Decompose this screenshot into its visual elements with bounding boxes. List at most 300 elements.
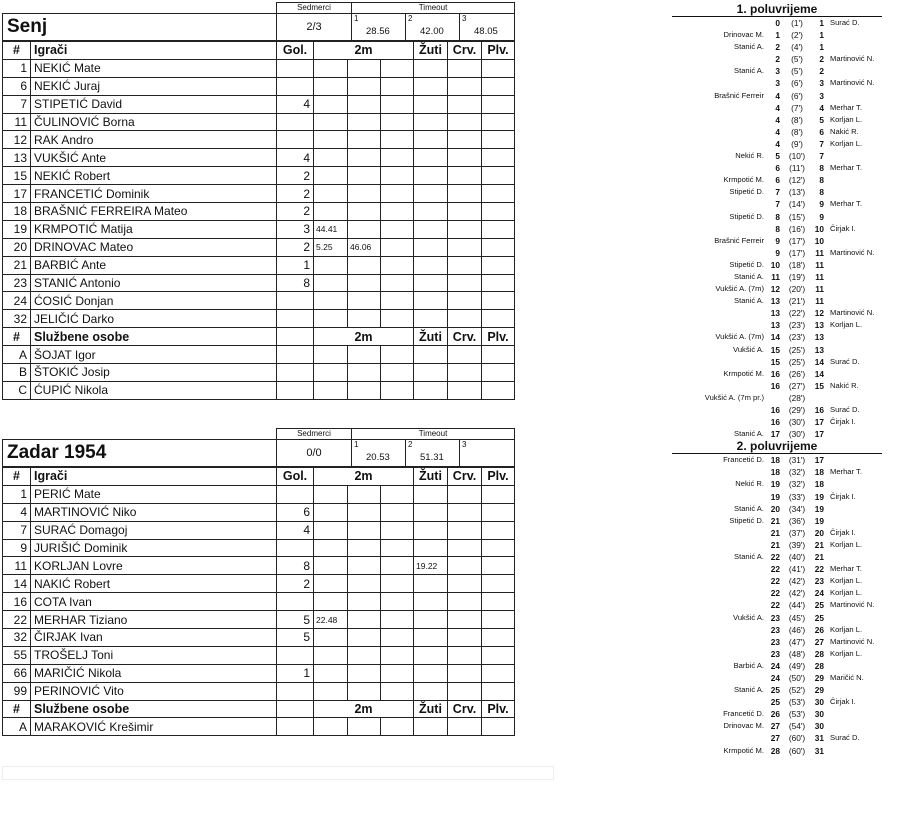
player-yellow [414, 664, 448, 682]
event-row [672, 708, 882, 720]
away-score: 19 [814, 491, 824, 502]
home-scorer: Stipetić D. [729, 211, 764, 221]
away-scorer: Martinović N. [830, 54, 875, 64]
player-red [448, 77, 482, 95]
event-row [672, 648, 882, 660]
timeout-label: Timeout [352, 3, 515, 14]
home-score: 11 [771, 271, 780, 282]
officials-header-row: # Službene osobe 2m Žuti Crv. Plv. [3, 328, 515, 346]
official-cell [277, 364, 314, 382]
home-scorer: Barbić A. [733, 660, 764, 670]
home-scorer: Francetić D. [723, 709, 764, 719]
away-scorer: Čirjak I. [830, 697, 856, 707]
player-2m-1 [314, 629, 348, 647]
timeout-2: 2 51.31 [406, 440, 460, 467]
event-row [672, 416, 882, 428]
player-goals: 1 [277, 256, 314, 274]
player-2m-1 [314, 485, 348, 503]
player-yellow [414, 292, 448, 310]
event-minute: (41') [788, 564, 806, 575]
player-blue [482, 95, 515, 113]
official-letter: A [3, 346, 31, 364]
team-name: Senj [3, 14, 277, 41]
home-scorer: Drinovac M. [723, 30, 764, 40]
player-2m-1 [314, 593, 348, 611]
player-name: NEKIĆ Juraj [31, 77, 277, 95]
away-score: 19 [814, 503, 824, 514]
event-minute: (31') [788, 455, 806, 466]
home-score: 5 [775, 151, 780, 162]
event-row [672, 503, 882, 515]
event-minute: (30') [788, 417, 806, 428]
home-score: 10 [770, 259, 780, 270]
event-minute: (5') [791, 54, 803, 65]
event-row [672, 41, 882, 53]
player-2m-1 [314, 539, 348, 557]
home-score: 19 [770, 479, 780, 490]
player-name: BRAŠNIĆ FERREIRA Mateo [31, 203, 277, 221]
player-row [3, 503, 515, 521]
player-2m-2 [348, 220, 381, 238]
away-score: 11 [815, 284, 824, 295]
home-score: 25 [770, 697, 780, 708]
home-scorer: Drinovac M. [723, 721, 764, 731]
player-blue [482, 149, 515, 167]
player-2m-2 [348, 611, 381, 629]
player-name: VUKŠIĆ Ante [31, 149, 277, 167]
player-yellow [414, 611, 448, 629]
player-number: 16 [3, 593, 31, 611]
player-2m-2 [348, 521, 381, 539]
player-row [3, 167, 515, 185]
home-score: 23 [770, 648, 780, 659]
player-2m-3 [381, 95, 414, 113]
player-blue [482, 485, 515, 503]
away-score: 11 [815, 259, 824, 270]
away-score: 18 [814, 479, 824, 490]
player-number: 55 [3, 646, 31, 664]
player-2m-3 [381, 611, 414, 629]
player-blue [482, 274, 515, 292]
event-row [672, 198, 882, 210]
home-scorer: Stanić A. [734, 271, 764, 281]
roster-header-row: # Igrači Gol. 2m Žuti Crv. Plv. [3, 42, 515, 60]
player-2m-1 [314, 503, 348, 521]
official-cell [348, 346, 381, 364]
official-cell [482, 346, 515, 364]
player-goals: 4 [277, 521, 314, 539]
player-blue [482, 167, 515, 185]
event-row [672, 211, 882, 223]
official-cell [381, 718, 414, 736]
player-2m-3 [381, 203, 414, 221]
away-score: 30 [814, 721, 824, 732]
event-minute: (25') [788, 344, 806, 355]
player-number: 12 [3, 131, 31, 149]
player-yellow [414, 149, 448, 167]
player-red [448, 220, 482, 238]
player-goals [277, 682, 314, 700]
home-score: 7 [775, 187, 780, 198]
player-2m-2: 46.06 [348, 238, 381, 256]
player-row [3, 149, 515, 167]
player-goals: 5 [277, 611, 314, 629]
timeout-2: 2 42.00 [406, 14, 460, 41]
away-score: 27 [814, 636, 824, 647]
official-cell [414, 718, 448, 736]
player-2m-1 [314, 149, 348, 167]
player-blue [482, 521, 515, 539]
team-zadar [2, 428, 514, 736]
player-blue [482, 113, 515, 131]
home-scorer: Stanić A. [734, 552, 764, 562]
player-2m-2 [348, 310, 381, 328]
player-2m-1 [314, 521, 348, 539]
event-minute: (28') [788, 392, 806, 403]
player-blue [482, 256, 515, 274]
player-goals [277, 59, 314, 77]
away-score: 7 [819, 138, 824, 149]
away-score: 1 [819, 30, 824, 41]
event-minute: (34') [788, 503, 806, 514]
player-number: 14 [3, 575, 31, 593]
player-number: 11 [3, 113, 31, 131]
player-yellow [414, 274, 448, 292]
player-row [3, 664, 515, 682]
event-row [672, 527, 882, 539]
player-red [448, 503, 482, 521]
player-yellow [414, 131, 448, 149]
timeout-3: 3 [460, 440, 515, 467]
away-scorer: Korljan L. [830, 320, 863, 330]
away-score: 7 [819, 151, 824, 162]
official-cell [314, 346, 348, 364]
away-score: 18 [814, 467, 824, 478]
event-minute: (54') [788, 721, 806, 732]
player-row [3, 256, 515, 274]
event-minute: (17') [788, 235, 806, 246]
event-minute: (10') [788, 151, 806, 162]
event-minute: (7') [791, 102, 803, 113]
team-name: Zadar 1954 [3, 440, 277, 467]
player-2m-3 [381, 149, 414, 167]
player-red [448, 113, 482, 131]
player-red [448, 682, 482, 700]
home-score: 25 [770, 685, 780, 696]
home-score: 28 [770, 745, 780, 756]
event-row [672, 319, 882, 331]
footer-strip [2, 766, 554, 780]
away-scorer: Surać D. [830, 356, 860, 366]
player-2m-3 [381, 220, 414, 238]
player-row [3, 557, 515, 575]
player-red [448, 593, 482, 611]
player-goals: 2 [277, 203, 314, 221]
event-row [672, 720, 882, 732]
player-2m-1 [314, 77, 348, 95]
away-score: 8 [819, 163, 824, 174]
player-yellow [414, 521, 448, 539]
player-2m-2 [348, 593, 381, 611]
official-name: MARAKOVIĆ Krešimir [31, 718, 277, 736]
official-letter: C [3, 381, 31, 399]
away-score: 24 [814, 588, 824, 599]
away-scorer: Maričić N. [830, 672, 864, 682]
home-score: 22 [770, 576, 780, 587]
player-red [448, 646, 482, 664]
event-minute: (32') [788, 479, 806, 490]
player-blue [482, 310, 515, 328]
player-blue [482, 220, 515, 238]
event-minute: (8') [791, 114, 803, 125]
timeout-3: 3 48.05 [460, 14, 515, 41]
away-scorer: Korljan L. [830, 576, 863, 586]
official-cell [314, 381, 348, 399]
player-red [448, 611, 482, 629]
player-2m-1 [314, 59, 348, 77]
player-name: ĆOSIĆ Donjan [31, 292, 277, 310]
home-score: 21 [770, 515, 780, 526]
event-minute: (53') [788, 709, 806, 720]
player-name: MARTINOVIĆ Niko [31, 503, 277, 521]
event-minute: (5') [791, 66, 803, 77]
event-row [672, 53, 882, 65]
player-name: NEKIĆ Mate [31, 59, 277, 77]
home-scorer: Stanić A. [734, 429, 764, 439]
event-row [672, 587, 882, 599]
player-name: SURAĆ Domagoj [31, 521, 277, 539]
away-scorer: Čirjak I. [830, 417, 856, 427]
player-goals: 2 [277, 185, 314, 203]
event-row [672, 77, 882, 89]
home-score: 13 [770, 308, 780, 319]
event-minute: (39') [788, 539, 806, 550]
player-name: STANIĆ Antonio [31, 274, 277, 292]
event-row [672, 162, 882, 174]
player-yellow [414, 256, 448, 274]
player-name: ČULINOVIĆ Borna [31, 113, 277, 131]
away-scorer: Čirjak I. [830, 491, 856, 501]
player-yellow [414, 575, 448, 593]
half1-heading: 1. poluvrijeme [672, 3, 882, 17]
player-red [448, 131, 482, 149]
away-score: 17 [814, 455, 824, 466]
player-row [3, 95, 515, 113]
event-row [672, 223, 882, 235]
official-name: ĆUPIĆ Nikola [31, 381, 277, 399]
away-scorer: Čirjak I. [830, 223, 856, 233]
home-score: 6 [775, 175, 780, 186]
event-row [672, 283, 882, 295]
half2-events [672, 454, 882, 756]
player-goals: 2 [277, 575, 314, 593]
timeout-1: 1 28.56 [352, 14, 406, 41]
player-2m-3 [381, 59, 414, 77]
away-score: 13 [814, 320, 824, 331]
event-minute: (25') [788, 356, 806, 367]
player-name: FRANCETIĆ Dominik [31, 185, 277, 203]
away-score: 11 [815, 296, 824, 307]
event-row [672, 331, 882, 343]
player-yellow [414, 593, 448, 611]
player-row [3, 185, 515, 203]
official-cell [348, 718, 381, 736]
player-name: PERIĆ Mate [31, 485, 277, 503]
away-score: 30 [814, 709, 824, 720]
player-2m-1 [314, 682, 348, 700]
event-minute: (42') [788, 576, 806, 587]
player-red [448, 664, 482, 682]
player-2m-3 [381, 682, 414, 700]
home-scorer: Stanić A. [734, 503, 764, 513]
event-minute: (50') [788, 672, 806, 683]
player-red [448, 274, 482, 292]
home-scorer: Vukšić A. [733, 344, 764, 354]
home-score: 15 [770, 344, 780, 355]
player-red [448, 292, 482, 310]
player-blue [482, 131, 515, 149]
player-red [448, 203, 482, 221]
event-minute: (47') [788, 636, 806, 647]
home-score: 24 [770, 660, 780, 671]
event-minute: (2') [791, 30, 803, 41]
home-score: 22 [770, 564, 780, 575]
event-row [672, 454, 882, 466]
event-minute: (33') [788, 491, 806, 502]
away-score: 2 [819, 54, 824, 65]
event-minute: (6') [791, 90, 803, 101]
event-row [672, 17, 882, 29]
event-minute: (20') [788, 284, 806, 295]
player-red [448, 185, 482, 203]
home-score: 18 [770, 467, 780, 478]
player-2m-2 [348, 485, 381, 503]
player-red [448, 539, 482, 557]
home-score: 8 [775, 223, 780, 234]
player-yellow [414, 167, 448, 185]
away-scorer: Martinović N. [830, 247, 875, 257]
player-2m-2 [348, 256, 381, 274]
away-scorer: Korljan L. [830, 588, 863, 598]
home-scorer: Stanić A. [734, 685, 764, 695]
player-2m-1: 44.41 [314, 220, 348, 238]
event-minute: (19') [788, 271, 806, 282]
player-number: 22 [3, 611, 31, 629]
player-row [3, 274, 515, 292]
player-yellow [414, 185, 448, 203]
event-row [672, 404, 882, 416]
sedmerci-label: Sedmerci [277, 429, 352, 440]
event-minute: (16') [788, 223, 806, 234]
official-cell [482, 364, 515, 382]
player-2m-2 [348, 59, 381, 77]
player-blue [482, 629, 515, 647]
player-goals [277, 131, 314, 149]
home-score: 8 [775, 211, 780, 222]
away-score: 4 [819, 102, 824, 113]
player-yellow [414, 238, 448, 256]
official-cell [277, 381, 314, 399]
event-row [672, 356, 882, 368]
player-red [448, 256, 482, 274]
event-row [672, 745, 882, 757]
away-scorer: Merhar T. [830, 199, 862, 209]
official-name: ŠTOKIĆ Josip [31, 364, 277, 382]
player-goals [277, 310, 314, 328]
event-minute: (29') [788, 405, 806, 415]
senj-header [2, 2, 515, 41]
player-2m-3 [381, 77, 414, 95]
home-score: 4 [775, 138, 780, 149]
player-2m-2 [348, 682, 381, 700]
player-2m-3 [381, 646, 414, 664]
player-number: 7 [3, 521, 31, 539]
event-minute: (44') [788, 600, 806, 611]
away-score: 29 [814, 672, 824, 683]
player-2m-2 [348, 646, 381, 664]
event-minute: (18') [788, 259, 806, 270]
away-scorer: Martinović N. [830, 308, 875, 318]
player-name: BARBIĆ Ante [31, 256, 277, 274]
player-2m-1 [314, 274, 348, 292]
team-senj [2, 2, 514, 400]
home-score: 23 [770, 612, 780, 623]
home-score: 14 [770, 332, 780, 343]
player-number: 24 [3, 292, 31, 310]
home-score: 13 [770, 296, 780, 307]
away-scorer: Merhar T. [830, 467, 862, 477]
player-goals: 8 [277, 274, 314, 292]
home-scorer: Nekić R. [735, 479, 764, 489]
event-minute: (48') [788, 648, 806, 659]
player-number: 18 [3, 203, 31, 221]
player-2m-2 [348, 131, 381, 149]
player-name: STIPETIĆ David [31, 95, 277, 113]
player-blue [482, 503, 515, 521]
event-row [672, 612, 882, 624]
event-minute: (21') [788, 296, 806, 307]
home-score: 9 [775, 235, 780, 246]
player-red [448, 557, 482, 575]
official-cell [448, 718, 482, 736]
official-row [3, 718, 515, 736]
player-blue [482, 557, 515, 575]
event-minute: (22') [788, 308, 806, 319]
home-score: 2 [775, 54, 780, 65]
player-yellow [414, 629, 448, 647]
event-row [672, 491, 882, 503]
player-2m-2 [348, 503, 381, 521]
home-scorer: Vukšić A. (7m pr.) [704, 392, 764, 402]
player-number: 7 [3, 95, 31, 113]
event-row [672, 307, 882, 319]
home-scorer: Stanić A. [734, 296, 764, 306]
away-score: 29 [814, 685, 824, 696]
player-yellow: 19.22 [414, 557, 448, 575]
home-scorer: Brašnić Ferreir [714, 235, 764, 245]
player-goals: 2 [277, 238, 314, 256]
event-row [672, 636, 882, 648]
away-scorer: Čirjak I. [830, 527, 856, 537]
official-name: ŠOJAT Igor [31, 346, 277, 364]
official-cell [448, 346, 482, 364]
player-name: PERINOVIĆ Vito [31, 682, 277, 700]
player-row [3, 220, 515, 238]
player-2m-3 [381, 256, 414, 274]
event-row [672, 672, 882, 684]
player-row [3, 646, 515, 664]
official-cell [448, 364, 482, 382]
